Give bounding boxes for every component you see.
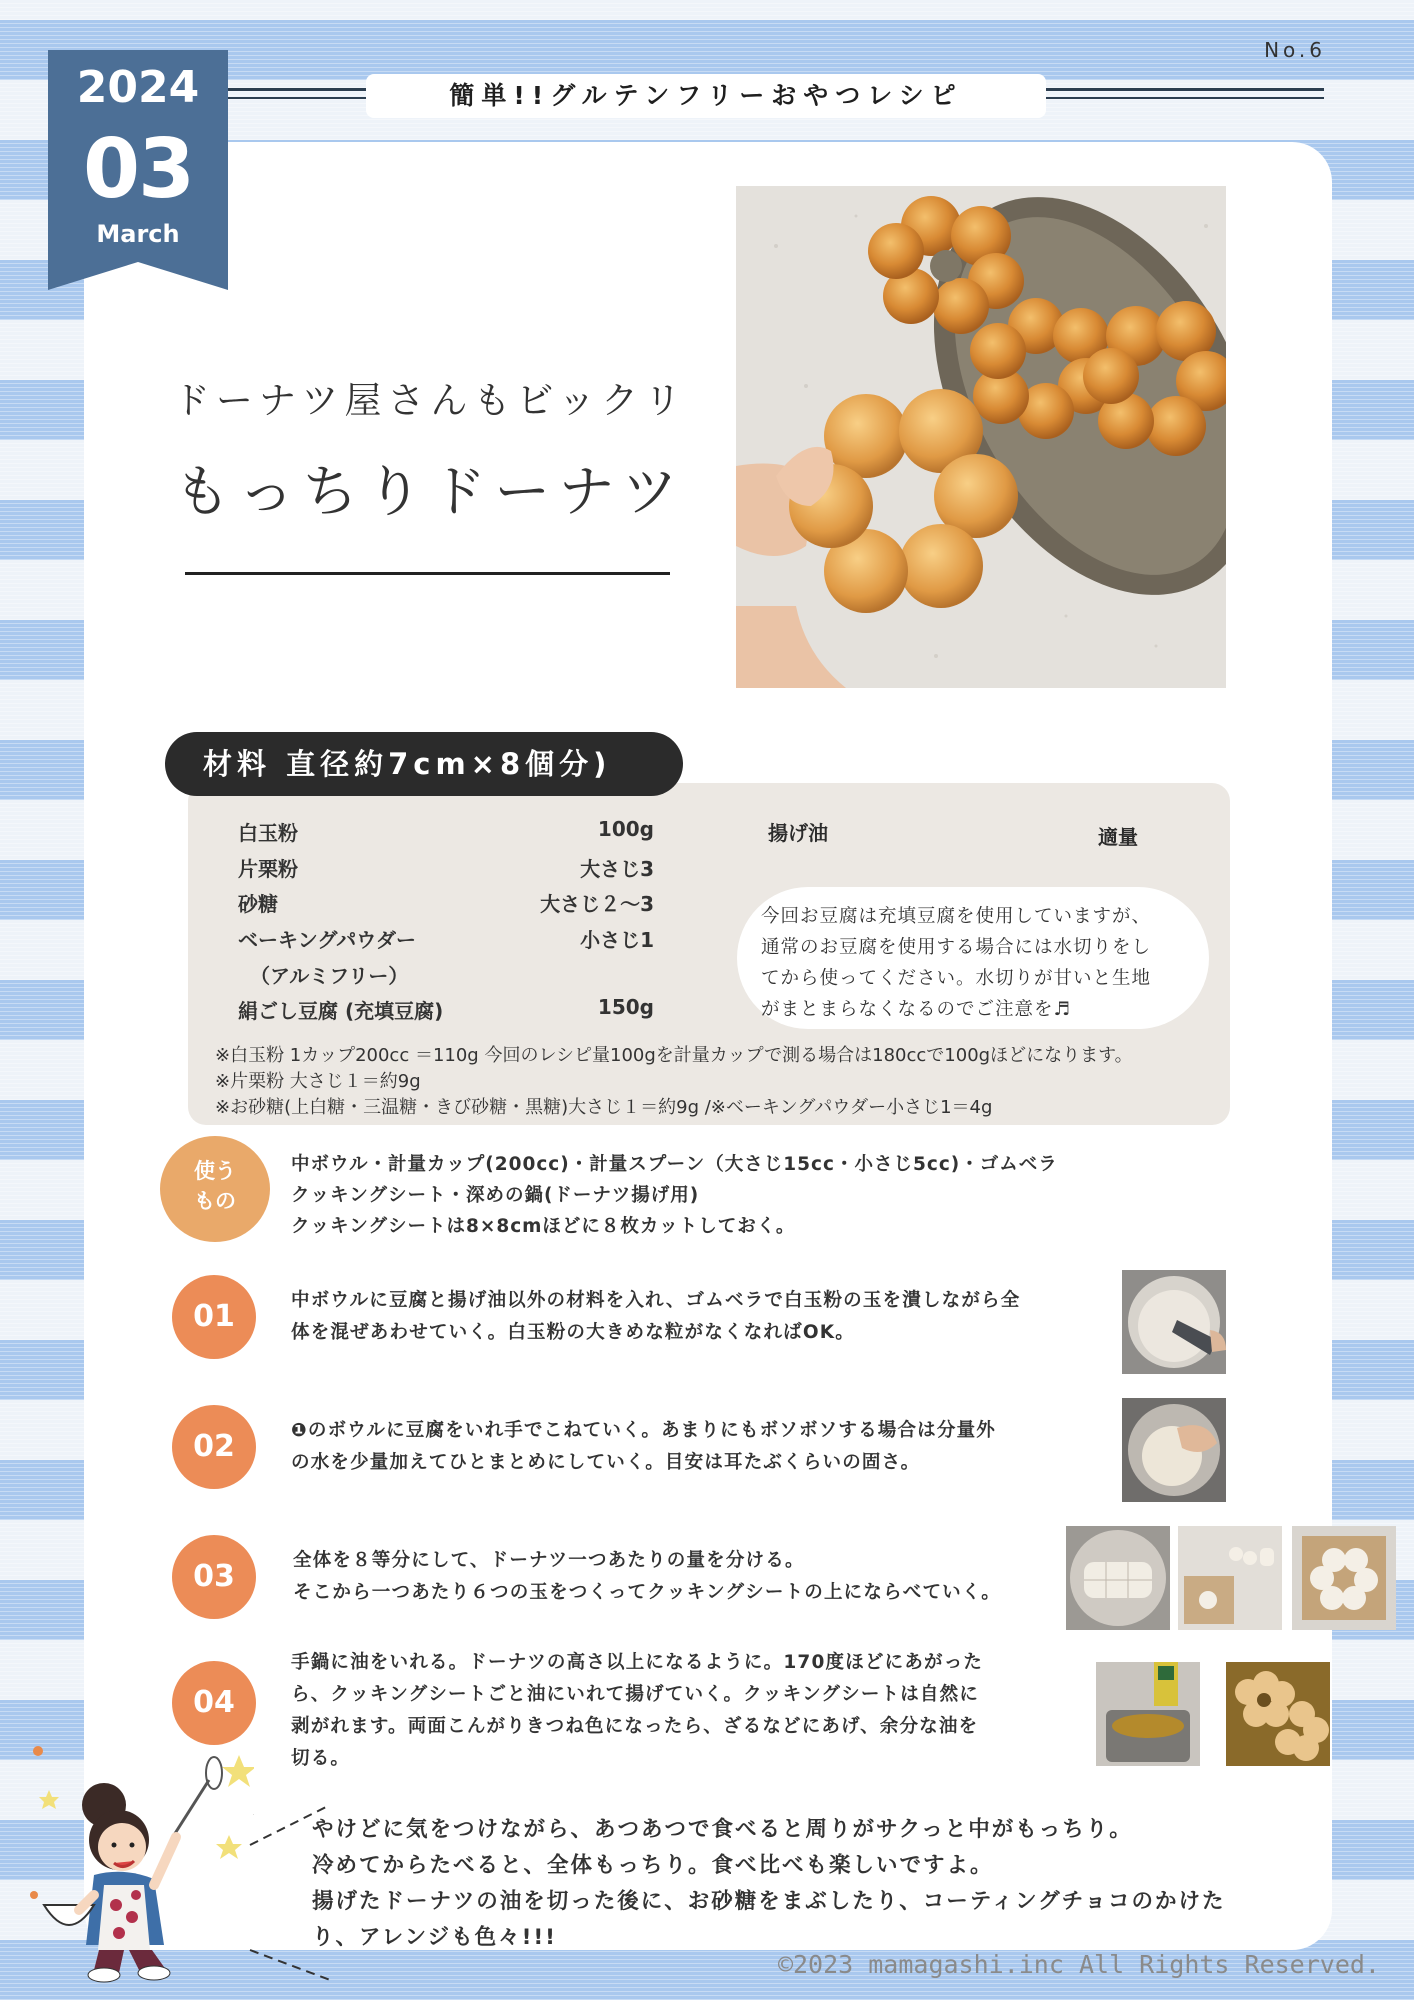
closing-line: 冷めてからたべると、全体もっちり。食べ比べも楽しいですよ。 xyxy=(312,1853,994,1878)
ingredient-row xyxy=(250,960,666,989)
step-03-photo-c xyxy=(1292,1526,1396,1630)
cook-girl-illustration xyxy=(24,1745,254,1985)
ingredient-row xyxy=(238,888,654,917)
step-badge-04: 04 xyxy=(172,1661,256,1745)
step-badge-01: 01 xyxy=(172,1275,256,1359)
step-line: の水を少量加えてひとまとめにしていく。目安は耳たぶくらいの固さ。 xyxy=(291,1452,921,1473)
step-line: 手鍋に油をいれる。ドーナツの高さ以上になるように。170度ほどにあがった xyxy=(291,1652,984,1673)
ingredient-name: （アルミフリー） xyxy=(250,964,409,988)
ingredient-row xyxy=(238,924,654,953)
step-badge-02: 02 xyxy=(172,1405,256,1489)
step-line: 切る。 xyxy=(291,1748,351,1769)
step-badge-03: 03 xyxy=(172,1535,256,1619)
step-text-03 xyxy=(293,1545,1001,1609)
fry-oil-amount: 適量 xyxy=(1098,825,1138,849)
copyright: ©2023 mamagashi.inc All Rights Reserved. xyxy=(777,1950,1380,1979)
step-03-photo-a xyxy=(1066,1526,1170,1630)
tools-badge-line: 使う xyxy=(194,1159,236,1183)
footnote: ※お砂糖(上白糖・三温糖・きび砂糖・黒糖)大さじ１＝約9g /※ベーキングパウダー小さじ1＝4g xyxy=(215,1097,993,1118)
closing-line: 揚げたドーナツの油を切った後に、お砂糖をまぶしたり、コーティングチョコのかけた xyxy=(312,1889,1226,1914)
tofu-note-line: がまとまらなくなるのでご注意を♬ xyxy=(761,999,1072,1020)
tofu-note xyxy=(737,887,1209,1029)
step-line: そこから一つあたり６つの玉をつくってクッキングシートの上にならべていく。 xyxy=(293,1582,1001,1603)
ingredient-row xyxy=(238,995,654,1024)
step-line: 全体を８等分にして、ドーナツ一つあたりの量を分ける。 xyxy=(293,1550,805,1571)
ingredient-name: 片栗粉 xyxy=(238,857,298,881)
ingredient-name: 白玉粉 xyxy=(238,821,298,845)
series-title: 簡単!!グルテンフリーおやつレシピ xyxy=(366,74,1046,118)
step-line: 中ボウルに豆腐と揚げ油以外の材料を入れ、ゴムベラで白玉粉の玉を潰しながら全 xyxy=(291,1290,1021,1311)
fry-oil-name: 揚げ油 xyxy=(768,821,828,845)
decorative-dashes xyxy=(245,1800,335,2000)
footnote: ※片栗粉 大さじ１＝約9g xyxy=(215,1071,421,1092)
tofu-note-line: 今回お豆腐は充填豆腐を使用していますが、 xyxy=(761,906,1152,927)
ingredient-row xyxy=(238,853,654,882)
ingredient-name: 絹ごし豆腐 (充填豆腐) xyxy=(238,999,444,1023)
issue-number: No.6 xyxy=(1264,38,1326,62)
ingredient-amount: 大さじ3 xyxy=(580,857,654,881)
tools-line: クッキングシート・深めの鍋(ドーナツ揚げ用) xyxy=(291,1185,700,1206)
header-rule-right-thin xyxy=(1046,97,1324,99)
step-line: ら、クッキングシートごと油にいれて揚げていく。クッキングシートは自然に xyxy=(291,1684,980,1705)
ingredient-name: ベーキングパウダー xyxy=(238,928,416,952)
ingredient-name: 砂糖 xyxy=(238,892,278,916)
tofu-note-line: てから使ってください。水切りが甘いと生地 xyxy=(761,968,1152,989)
step-text-01 xyxy=(291,1285,1020,1349)
donut-photo xyxy=(736,186,1226,688)
step-text-04 xyxy=(291,1647,983,1775)
tools-line: 中ボウル・計量カップ(200cc)・計量スプーン（大さじ15cc・小さじ5cc)・ゴムベラ xyxy=(291,1154,1058,1175)
closing-line: り、アレンジも色々!!! xyxy=(312,1925,557,1950)
step-02-photo xyxy=(1122,1398,1226,1502)
ingredients-heading: 材料 直径約7cm×8個分) xyxy=(165,732,683,796)
header-rule-right xyxy=(1046,88,1324,91)
header-rule-left-thin xyxy=(228,97,368,99)
ribbon-month-name: March xyxy=(96,220,180,248)
title-underline xyxy=(185,572,670,575)
tools-badge-line: もの xyxy=(194,1189,236,1213)
recipe-title: もっちりドーナツ xyxy=(174,460,686,525)
ingredient-amount: 大さじ２〜3 xyxy=(540,892,654,916)
ingredients-panel xyxy=(188,783,1230,1125)
step-line: 剥がれます。両面こんがりきつね色になったら、ざるなどにあげ、余分な油を xyxy=(291,1716,979,1737)
step-line: ❶のボウルに豆腐をいれ手でこねていく。あまりにもボソボソする場合は分量外 xyxy=(291,1420,996,1441)
ingredient-amount: 100g xyxy=(597,817,654,841)
step-line: 体を混ぜあわせていく。白玉粉の大きめな粒がなくなればOK。 xyxy=(291,1322,855,1343)
header-rule-left xyxy=(228,88,368,91)
ribbon-month: 03 xyxy=(82,122,194,217)
step-01-photo xyxy=(1122,1270,1226,1374)
ingredient-amount: 150g xyxy=(597,995,654,1019)
recipe-subtitle: ドーナツ屋さんもビックリ xyxy=(172,379,688,422)
closing-line: やけどに気をつけながら、あつあつで食べると周りがサクっと中がもっちり。 xyxy=(312,1817,1133,1842)
date-ribbon xyxy=(48,50,228,290)
ribbon-year: 2024 xyxy=(76,62,200,113)
step-text-02 xyxy=(291,1415,996,1479)
tofu-note-line: 通常のお豆腐を使用する場合には水切りをし xyxy=(761,937,1152,958)
footnote: ※白玉粉 1カップ200cc ＝110g 今回のレシピ量100gを計量カップで測る場合は180ccで100gほどになります。 xyxy=(215,1045,1133,1066)
step-03-photo-b xyxy=(1178,1526,1282,1630)
ingredient-amount: 小さじ1 xyxy=(580,928,654,952)
closing-message xyxy=(312,1812,1226,1956)
tools-line: クッキングシートは8×8cmほどに８枚カットしておく。 xyxy=(291,1216,796,1237)
tools-badge xyxy=(160,1136,270,1242)
step-04-photo-b xyxy=(1226,1662,1330,1766)
step-04-photo-a xyxy=(1096,1662,1200,1766)
ingredient-row xyxy=(238,817,654,846)
